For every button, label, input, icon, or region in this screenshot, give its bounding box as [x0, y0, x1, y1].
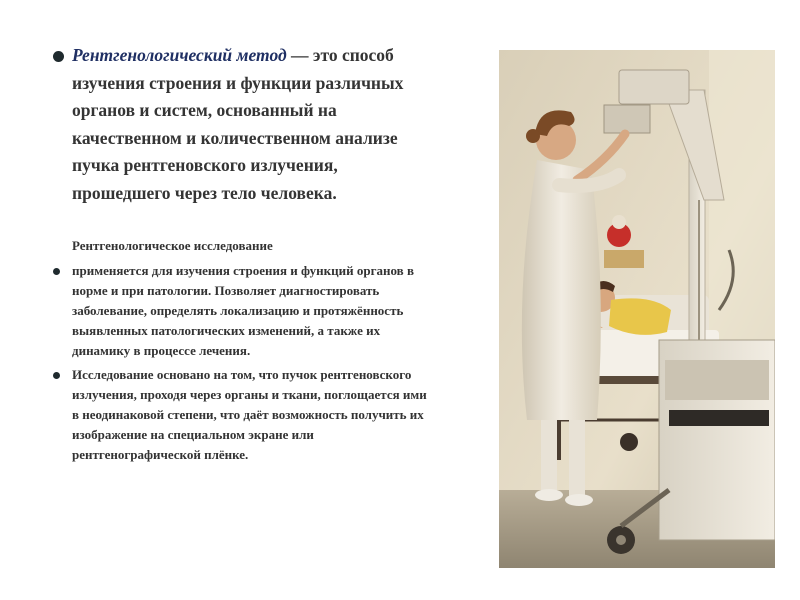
paragraph1-line-4: выявленных патологических изменений, а также их: [72, 323, 381, 338]
subheading: Рентгенологическое исследование: [72, 238, 273, 253]
paragraph1-line-5: динамику в процессе лечения.: [72, 343, 251, 358]
shelf: [604, 250, 644, 268]
nurse-coat: [522, 160, 601, 420]
definition-line-6: прошедшего через тело человека.: [72, 182, 337, 203]
definition-line-4: качественном и количественном анализе: [72, 127, 398, 148]
definition-line-5: пучка рентгеновского излучения,: [72, 155, 338, 175]
paragraph2-line-4: изображение на специальном экране или: [72, 427, 314, 442]
xray-control-strip: [669, 410, 769, 426]
definition-line-3: органов и систем, основанный на: [72, 100, 337, 120]
paragraph2-line-5: рентгенографической плёнке.: [72, 447, 249, 462]
definition-line-1: [72, 42, 482, 70]
bullet-dot-icon: [53, 268, 60, 275]
paragraph-principle: [72, 365, 472, 465]
paragraph-application: [72, 261, 472, 361]
xray-tube-head: [619, 70, 689, 104]
bullet-dot-icon: [53, 372, 60, 379]
paragraph2-line-1: Исследование основано на том, что пучок рентгеновского: [72, 367, 412, 382]
paragraph1-line-3: заболевание, определять локализацию и протяжённость: [72, 303, 404, 318]
bullet-dot-icon: [53, 51, 64, 62]
xray-photo-illustration: [499, 50, 775, 568]
paragraph1-line-2: норме и при патологии. Позволяет диагностировать: [72, 283, 380, 298]
definition-term: Рентгенологический метод: [72, 45, 287, 65]
xray-photo: [499, 50, 775, 568]
definition-line-1-rest: — это способ: [286, 45, 394, 65]
paragraph2-line-3: в неодинаковой степени, что даёт возможность получить их: [72, 407, 424, 422]
paragraph1-line-1: применяется для изучения строения и функций органов в: [72, 263, 414, 278]
definition-line-2: изучения строения и функции различных: [72, 72, 404, 93]
nurse-shoe: [535, 489, 563, 501]
xray-panel: [665, 360, 769, 400]
xray-collimator: [604, 105, 650, 133]
bed-wheel: [620, 433, 638, 451]
paragraph2-line-2: излучения, проходя через органы и ткани, поглощается ими: [72, 387, 427, 402]
main-definition: [72, 42, 482, 207]
nurse-leg: [541, 420, 557, 490]
